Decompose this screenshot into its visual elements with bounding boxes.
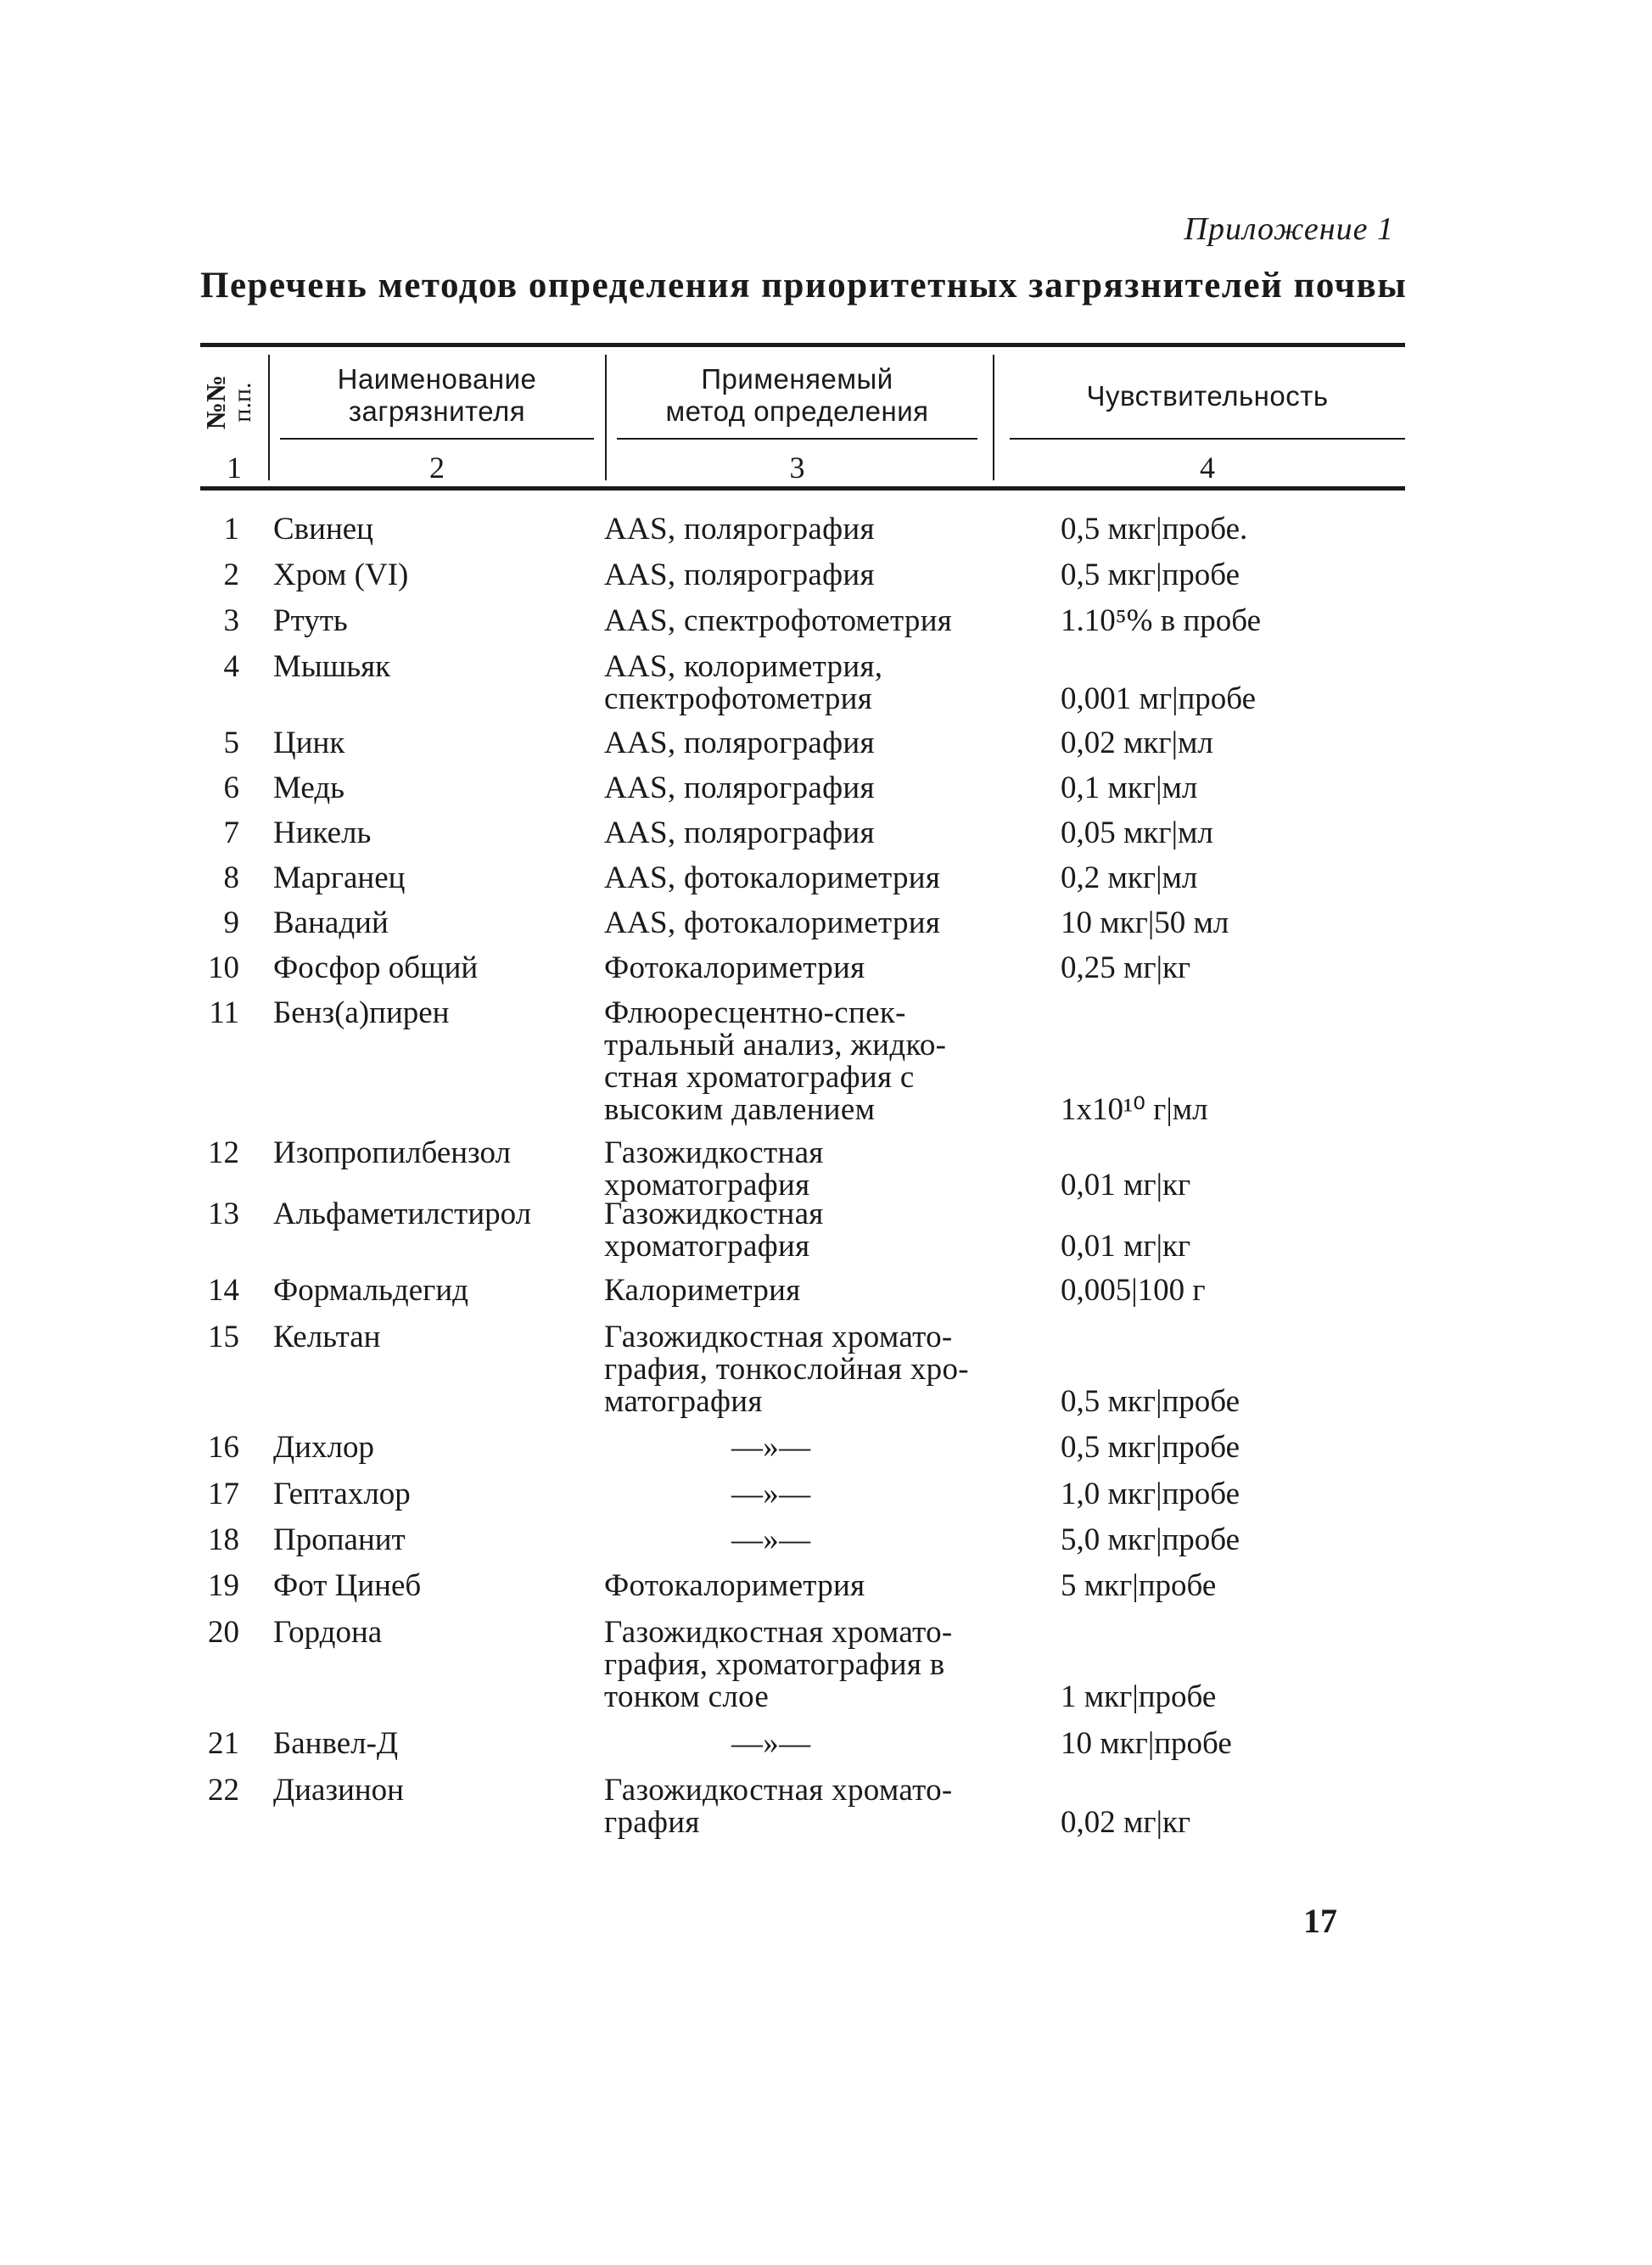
row-number: 18: [208, 1522, 239, 1557]
row-number: 17: [208, 1477, 239, 1511]
row-number: 4: [223, 649, 239, 684]
pollutant-name: Альфаметилстирол: [273, 1197, 532, 1231]
table-top-rule: [200, 343, 1405, 347]
method: Газожидкостная хроматография: [604, 1135, 824, 1203]
sensitivity: 0,5 мкг|пробе: [1061, 1384, 1240, 1419]
method: —»—: [731, 1430, 811, 1465]
sensitivity: 0,5 мкг|пробе: [1061, 558, 1240, 592]
method: AAS, полярография: [604, 726, 875, 760]
pollutant-name: Кельтан: [273, 1320, 381, 1354]
column-number: 3: [789, 451, 805, 485]
row-number: 10: [208, 950, 239, 985]
method: AAS, фотокалориметрия: [604, 905, 941, 940]
sensitivity: 0,25 мг|кг: [1061, 950, 1191, 985]
sensitivity: 0,02 мкг|мл: [1061, 726, 1213, 760]
method: —»—: [731, 1477, 811, 1511]
row-number: 6: [223, 771, 239, 805]
method: AAS, полярография: [604, 771, 875, 805]
header-number-line2: п.п.: [228, 382, 256, 423]
page-number: 17: [1303, 1902, 1337, 1940]
method: AAS, спектрофотометрия: [604, 603, 953, 638]
row-number: 9: [223, 905, 239, 940]
sensitivity: 0,02 мг|кг: [1061, 1805, 1191, 1840]
pollutant-name: Фот Цинеб: [273, 1568, 422, 1603]
header-number: [193, 355, 265, 450]
pollutant-name: Свинец: [273, 512, 373, 547]
row-number: 12: [208, 1135, 239, 1170]
method: —»—: [731, 1522, 811, 1557]
pollutant-name: Цинк: [273, 726, 345, 760]
header-divider: [280, 438, 594, 440]
method: Флюоресцентно-спек- тральный анализ, жидко- стная хроматография с высоким давлением: [604, 995, 947, 1127]
header-sensitivity: Чувствительность: [1086, 380, 1329, 412]
column-separator: [605, 355, 607, 480]
row-number: 11: [209, 995, 239, 1030]
method: Фотокалориметрия: [604, 1568, 865, 1603]
pollutant-name: Гордона: [273, 1615, 383, 1650]
sensitivity: 0,5 мкг|пробе: [1061, 1430, 1240, 1465]
method: Газожидкостная хроматография: [604, 1197, 824, 1264]
method: AAS, полярография: [604, 816, 875, 850]
column-number: 1: [227, 451, 242, 485]
row-number: 5: [223, 726, 239, 760]
header-name: Наименование загрязнителя: [337, 363, 537, 427]
column-number: 4: [1200, 451, 1215, 485]
method: —»—: [731, 1726, 811, 1761]
sensitivity: 0,05 мкг|мл: [1061, 816, 1213, 850]
method: Газожидкостная хромато- графия, тонкослойная хро- матография: [604, 1320, 969, 1419]
method: AAS, полярография: [604, 512, 875, 547]
method: Калориметрия: [604, 1273, 801, 1308]
row-number: 1: [223, 512, 239, 547]
sensitivity: 5 мкг|пробе: [1061, 1568, 1217, 1603]
method: Газожидкостная хромато- графия: [604, 1773, 953, 1840]
pollutant-name: Формальдегид: [273, 1273, 468, 1308]
sensitivity: 0,5 мкг|пробе.: [1061, 512, 1248, 547]
row-number: 16: [208, 1430, 239, 1465]
column-number: 2: [429, 451, 445, 485]
row-number: 2: [223, 558, 239, 592]
sensitivity: 0,005|100 г: [1061, 1273, 1206, 1308]
pollutant-name: Марганец: [273, 861, 406, 895]
pollutant-name: Ванадий: [273, 905, 389, 940]
pollutant-name: Хром (VI): [273, 558, 409, 592]
row-number: 14: [208, 1273, 239, 1308]
sensitivity: 0,01 мг|кг: [1061, 1229, 1191, 1264]
sensitivity: 0,1 мкг|мл: [1061, 771, 1198, 805]
row-number: 19: [208, 1568, 239, 1603]
header-number-line1: №№: [200, 374, 231, 430]
sensitivity: 0,01 мг|кг: [1061, 1168, 1191, 1203]
header-divider: [617, 438, 977, 440]
row-number: 13: [208, 1197, 239, 1231]
row-number: 15: [208, 1320, 239, 1354]
row-number: 8: [223, 861, 239, 895]
header-divider: [1010, 438, 1405, 440]
sensitivity: 0,001 мг|пробе: [1061, 681, 1257, 716]
method: AAS, фотокалориметрия: [604, 861, 941, 895]
pollutant-name: Медь: [273, 771, 345, 805]
pollutant-name: Пропанит: [273, 1522, 406, 1557]
sensitivity: 1,0 мкг|пробе: [1061, 1477, 1240, 1511]
pollutant-name: Гептахлор: [273, 1477, 411, 1511]
appendix-label: Приложение 1: [1184, 211, 1394, 247]
row-number: 3: [223, 603, 239, 638]
row-number: 20: [208, 1615, 239, 1650]
row-number: 22: [208, 1773, 239, 1808]
column-separator: [993, 355, 994, 480]
pollutant-name: Дихлор: [273, 1430, 375, 1465]
header-method: Применяемый метод определения: [665, 363, 929, 427]
pollutant-name: Никель: [273, 816, 372, 850]
pollutant-name: Бенз(а)пирен: [273, 995, 450, 1030]
method: Газожидкостная хромато- графия, хроматография в тонком слое: [604, 1615, 953, 1714]
sensitivity: 1 мкг|пробе: [1061, 1679, 1217, 1714]
sensitivity: 0,2 мкг|мл: [1061, 861, 1198, 895]
sensitivity: 1x10¹⁰ г|мл: [1061, 1092, 1208, 1127]
method: AAS, полярография: [604, 558, 875, 592]
sensitivity: 10 мкг|пробе: [1061, 1726, 1232, 1761]
method: AAS, колориметрия, спектрофотометрия: [604, 649, 883, 716]
row-number: 7: [223, 816, 239, 850]
pollutant-name: Ртуть: [273, 603, 348, 638]
document-title: Перечень методов определения приоритетных загрязнителей почвы: [200, 266, 1408, 306]
pollutant-name: Мышьяк: [273, 649, 391, 684]
sensitivity: 5,0 мкг|пробе: [1061, 1522, 1240, 1557]
column-separator: [268, 355, 270, 480]
row-number: 21: [208, 1726, 239, 1761]
pollutant-name: Диазинон: [273, 1773, 404, 1808]
sensitivity: 10 мкг|50 мл: [1061, 905, 1229, 940]
pollutant-name: Изопропилбензол: [273, 1135, 511, 1170]
method: Фотокалориметрия: [604, 950, 865, 985]
header-bottom-rule: [200, 486, 1405, 491]
sensitivity: 1.10⁵% в пробе: [1061, 603, 1262, 638]
pollutant-name: Банвел-Д: [273, 1726, 399, 1761]
pollutant-name: Фосфор общий: [273, 950, 479, 985]
